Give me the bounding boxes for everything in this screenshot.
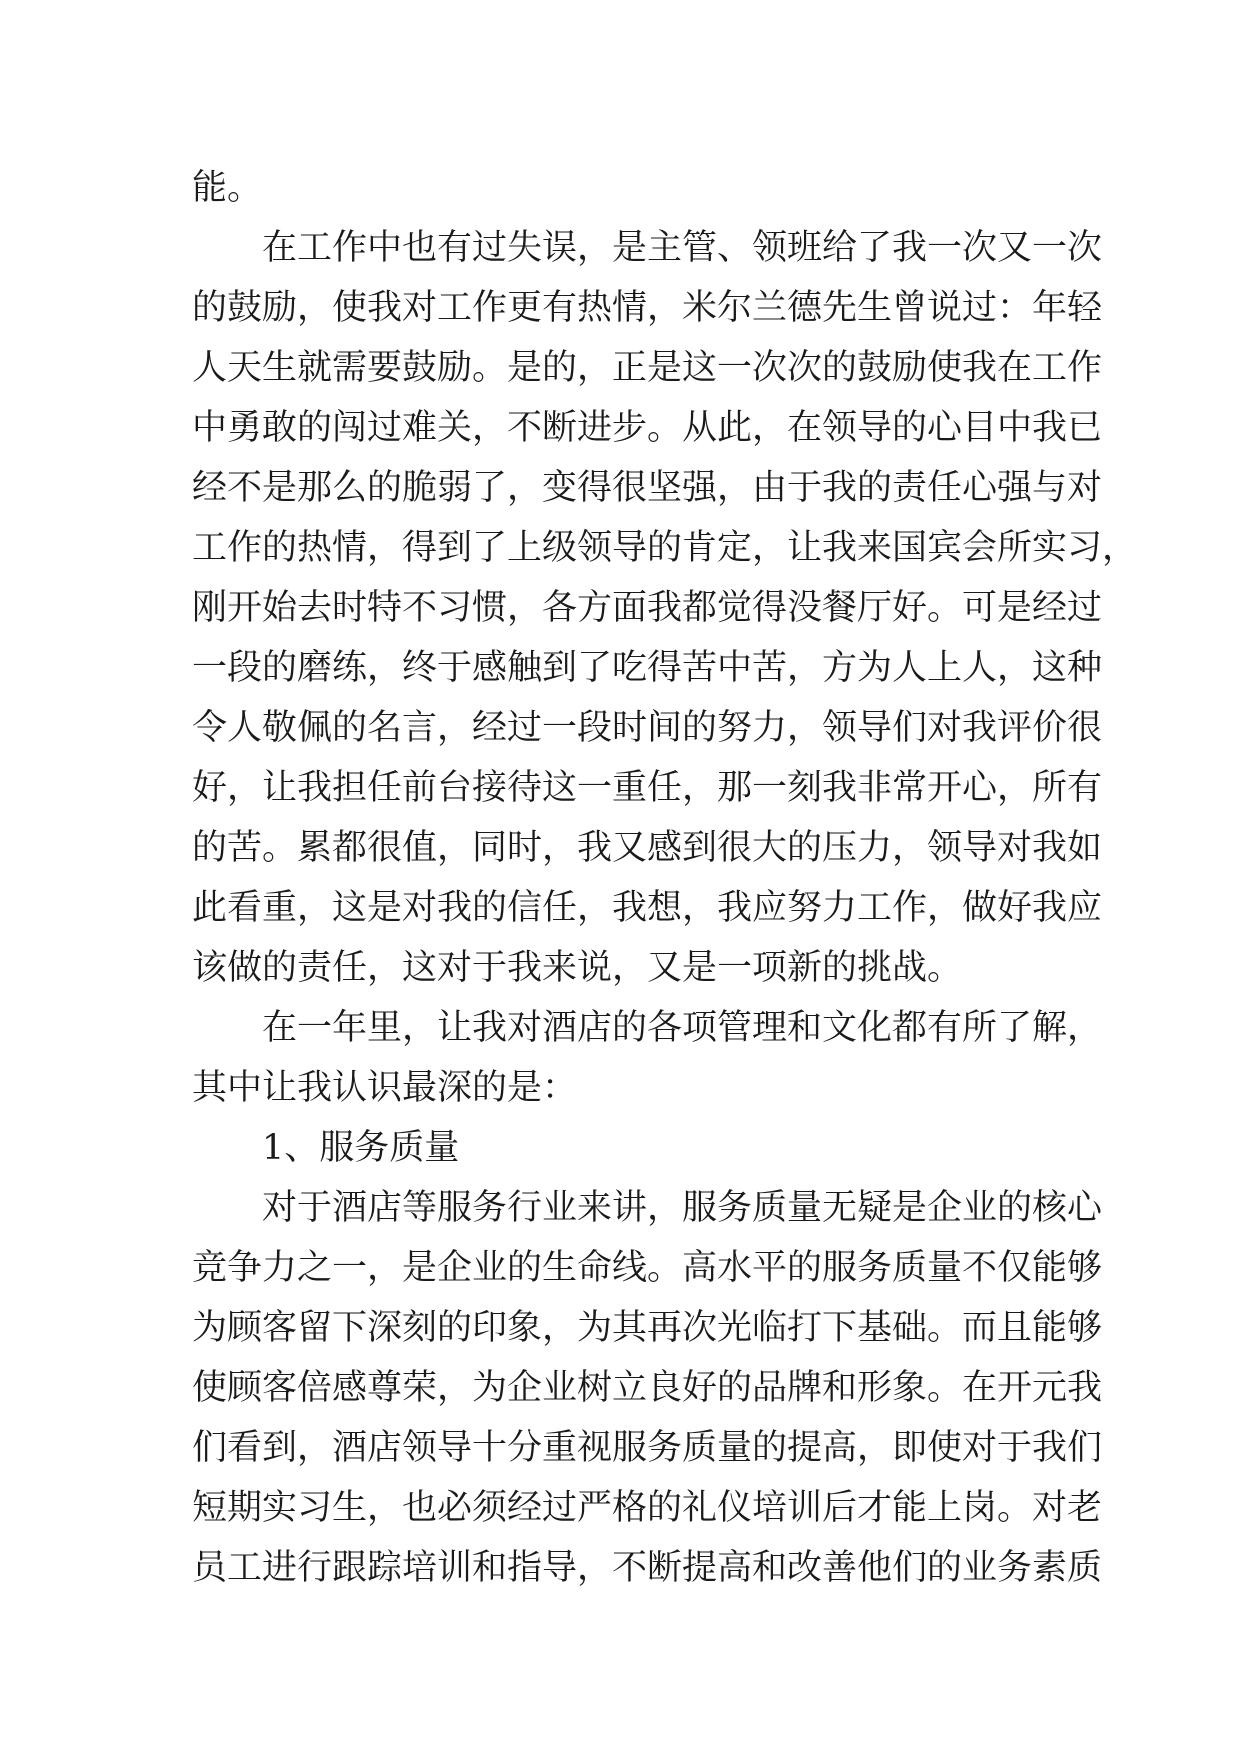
text-line: 该做的责任，这对于我来说，又是一项新的挑战。 bbox=[192, 948, 963, 988]
text-line: 工作的热情，得到了上级领导的肯定，让我来国宾会所实习， bbox=[192, 528, 1138, 568]
body-text bbox=[192, 158, 1138, 1598]
text-line: 在工作中也有过失误，是主管、领班给了我一次又一次 bbox=[262, 228, 1103, 268]
text-line: 员工进行跟踪培训和指导，不断提高和改善他们的业务素质 bbox=[192, 1548, 1103, 1588]
text-line: 竞争力之一，是企业的生命线。高水平的服务质量不仅能够 bbox=[192, 1248, 1103, 1288]
text-line: 的苦。累都很值，同时，我又感到很大的压力，领导对我如 bbox=[192, 828, 1103, 868]
text-line: 好，让我担任前台接待这一重任，那一刻我非常开心，所有 bbox=[192, 768, 1103, 808]
text-line: 为顾客留下深刻的印象，为其再次光临打下基础。而且能够 bbox=[192, 1308, 1103, 1348]
text-line: 短期实习生，也必须经过严格的礼仪培训后才能上岗。对老 bbox=[192, 1488, 1103, 1528]
text-line: 一段的磨练，终于感触到了吃得苦中苦，方为人上人，这种 bbox=[192, 648, 1103, 688]
text-line: 对于酒店等服务行业来讲，服务质量无疑是企业的核心 bbox=[262, 1188, 1103, 1228]
text-line: 的鼓励，使我对工作更有热情，米尔兰德先生曾说过：年轻 bbox=[192, 288, 1103, 328]
text-line: 中勇敢的闯过难关，不断进步。从此，在领导的心目中我已 bbox=[192, 408, 1103, 448]
text-line: 在一年里，让我对酒店的各项管理和文化都有所了解， bbox=[262, 1008, 1103, 1048]
text-line: 刚开始去时特不习惯，各方面我都觉得没餐厅好。可是经过 bbox=[192, 588, 1103, 628]
text-line: 其中让我认识最深的是： bbox=[192, 1068, 578, 1108]
text-line: 经不是那么的脆弱了，变得很坚强，由于我的责任心强与对 bbox=[192, 468, 1103, 508]
section-heading: 1、服务质量 bbox=[262, 1128, 460, 1168]
text-line: 们看到，酒店领导十分重视服务质量的提高，即使对于我们 bbox=[192, 1428, 1103, 1468]
text-line: 使顾客倍感尊荣，为企业树立良好的品牌和形象。在开元我 bbox=[192, 1368, 1103, 1408]
text-line: 能。 bbox=[192, 168, 263, 208]
text-line: 人天生就需要鼓励。是的，正是这一次次的鼓励使我在工作 bbox=[192, 348, 1103, 388]
text-line: 令人敬佩的名言，经过一段时间的努力，领导们对我评价很 bbox=[192, 708, 1103, 748]
text-line: 此看重，这是对我的信任，我想，我应努力工作，做好我应 bbox=[192, 888, 1103, 928]
